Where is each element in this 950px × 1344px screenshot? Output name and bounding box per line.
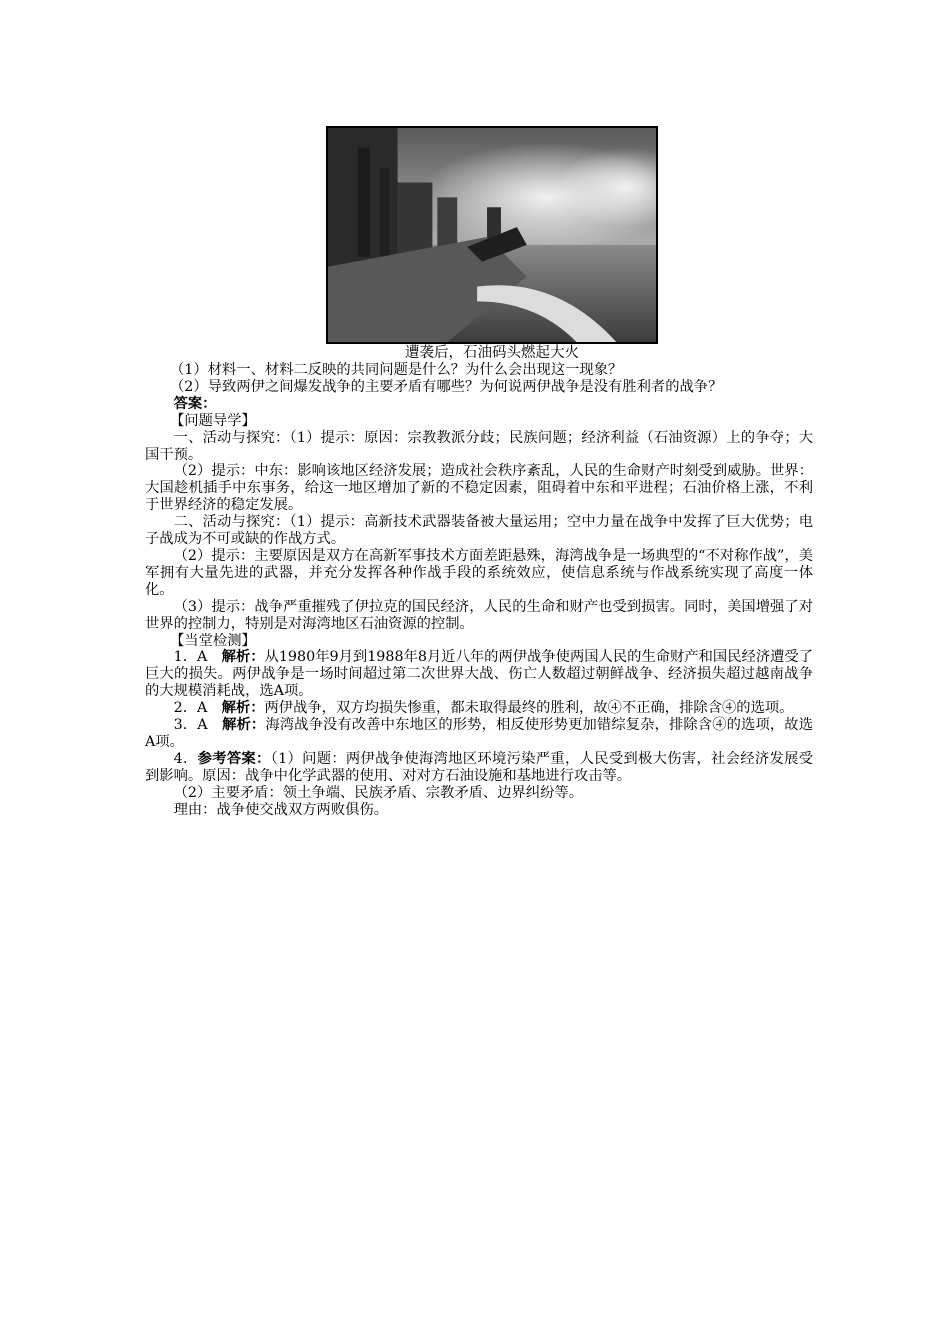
answers-heading: 答案： bbox=[173, 395, 217, 412]
question-2: （2）导致两伊之间爆发战争的主要矛盾有哪些？为何说两伊战争是没有胜利者的战争？ bbox=[170, 378, 723, 395]
guided-paragraph-3: 二、活动与探究：（1）提示：高新技术武器装备被大量运用；空中力量在战争中发挥了巨大优势；电子战成为不可或缺的作战方式。 bbox=[145, 514, 813, 548]
test-item-1: 1．A 解析：从1980年9月到1988年8月近八年的两伊战争使两国人民的生命财产和国民经济遭受了巨大的损失。两伊战争是一场时间超过第二次世界大战、伤亡人数超过朝鲜战争、经济损失超过越南战争的大规模消耗战，选A项。 bbox=[145, 649, 814, 700]
guided-paragraph-2: （2）提示：中东：影响该地区经济发展；造成社会秩序紊乱，人民的生命财产时刻受到威胁。世界：大国趁机插手中东事务，给这一地区增加了新的不稳定因素，阻碍着中东和平进程；石油价格上涨，不利于世界经济的稳定发展。 bbox=[145, 463, 813, 514]
question-1: （1）材料一、材料二反映的共同问题是什么？为什么会出现这一现象？ bbox=[170, 362, 623, 378]
photo-illustration bbox=[328, 128, 656, 342]
test-item-4: 4．参考答案：（1）问题：两伊战争使海湾地区环境污染严重，人民受到极大伤害，社会经济发展受到影响。原因：战争中化学武器的使用、对对方石油设施和基地进行攻击等。 bbox=[145, 750, 813, 784]
document-body bbox=[145, 362, 813, 818]
guided-paragraph-5: （3）提示：战争严重摧残了伊拉克的国民经济，人民的生命和财产也受到损害。同时，美国增强了对世界的控制力，特别是对海湾地区石油资源的控制。 bbox=[145, 598, 813, 632]
guided-paragraph-4: （2）提示：主要原因是双方在高新军事技术方面差距悬殊，海湾战争是一场典型的“不对称作战”，美军拥有大量先进的武器，并充分发挥各种作战手段的系统效应，使信息系统与作战系统实现了高度一体化。 bbox=[145, 547, 813, 598]
test-item-2: 2．A 解析：两伊战争，双方均损失惨重，都未取得最终的胜利，故④不正确，排除含④的选项。 bbox=[173, 700, 794, 717]
test-item-3: 3．A 解析：海湾战争没有改善中东地区的形势，相反使形势更加错综复杂，排除含④的选项，故选A项。 bbox=[145, 717, 814, 750]
test-item-4-reason: 理由：战争使交战双方两败俱伤。 bbox=[173, 801, 389, 818]
guided-paragraph-1: 一、活动与探究：（1）提示：原因：宗教教派分歧；民族问题；经济利益（石油资源）上的争夺；大国干预。 bbox=[145, 429, 813, 463]
oil-terminal-fire-photo bbox=[326, 126, 658, 344]
section-title-guided-study: 【问题导学】 bbox=[170, 412, 256, 429]
figure-caption: 遭袭后，石油码头燃起大火 bbox=[405, 345, 579, 361]
section-title-class-test: 【当堂检测】 bbox=[170, 632, 256, 649]
test-item-4-part-2: （2）主要矛盾：领土争端、民族矛盾、宗教矛盾、边界纠纷等。 bbox=[173, 784, 583, 801]
